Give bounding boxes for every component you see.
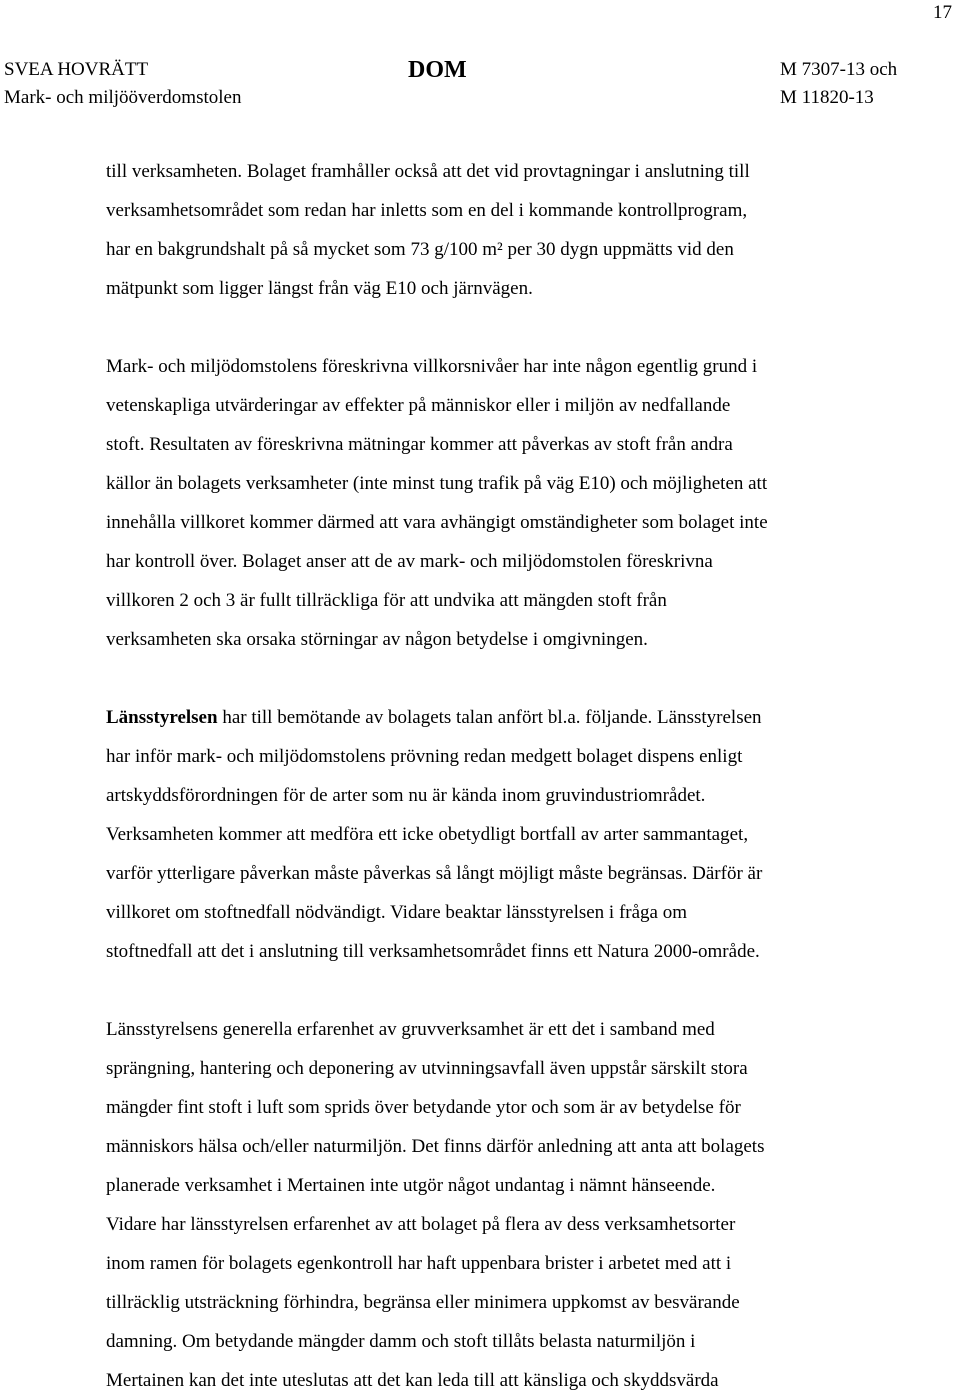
paragraph-1 <box>106 152 906 308</box>
paragraph-2 <box>106 347 906 659</box>
text-line: mängder fint stoft i luft som sprids över betydande ytor och som är av betydelse för <box>106 1097 741 1118</box>
text-line: människors hälsa och/eller naturmiljön. Det finns därför anledning att anta att bolagets <box>106 1136 765 1157</box>
text-line: Verksamheten kommer att medföra ett icke obetydligt bortfall av arter sammantaget, <box>106 824 749 845</box>
text-line: innehålla villkoret kommer därmed att vara avhängigt omständigheter som bolaget inte <box>106 512 768 533</box>
text-line-rest: har till bemötande av bolagets talan anfört bl.a. följande. Länsstyrelsen <box>217 707 762 728</box>
text-line: varför ytterligare påverkan måste påverkas så långt möjligt måste begränsas. Därför är <box>106 863 763 884</box>
document-body <box>106 152 906 1400</box>
text-line: källor än bolagets verksamheter (inte minst tung trafik på väg E10) och möjligheten att <box>106 473 768 494</box>
header-court <box>4 56 241 112</box>
header-document-type: DOM <box>408 57 467 83</box>
text-line: planerade verksamhet i Mertainen inte utgör något undantag i nämnt hänseende. <box>106 1175 716 1196</box>
text-line: mätpunkt som ligger längst från väg E10 och järnvägen. <box>106 278 533 299</box>
header-court-name: SVEA HOVRÄTT <box>4 59 149 80</box>
text-line: inom ramen för bolagets egenkontroll har haft uppenbara brister i arbetet med att i <box>106 1253 732 1274</box>
text-line: verksamhetsområdet som redan har inletts som en del i kommande kontrollprogram, <box>106 200 748 221</box>
text-line: sprängning, hantering och deponering av utvinningsavfall även uppstår särskilt stora <box>106 1058 748 1079</box>
header-case-numbers <box>780 56 897 112</box>
text-line: tillräcklig utsträckning förhindra, begränsa eller minimera uppkomst av besvärande <box>106 1292 740 1313</box>
text-line: stoft. Resultaten av föreskrivna mätningar kommer att påverkas av stoft från andra <box>106 434 733 455</box>
text-line: Vidare har länsstyrelsen erfarenhet av att bolaget på flera av dess verksamhetsorter <box>106 1214 736 1235</box>
text-line: verksamheten ska orsaka störningar av någon betydelse i omgivningen. <box>106 629 648 650</box>
paragraph-3 <box>106 698 906 971</box>
text-line: villkoren 2 och 3 är fullt tillräckliga för att undvika att mängden stoft från <box>106 590 667 611</box>
text-line: Länsstyrelsens generella erfarenhet av gruvverksamhet är ett det i samband med <box>106 1019 715 1040</box>
text-line: har inför mark- och miljödomstolens prövning redan medgett bolaget dispens enligt <box>106 746 743 767</box>
header-court-division: Mark- och miljööverdomstolen <box>4 87 242 108</box>
text-line: villkoret om stoftnedfall nödvändigt. Vidare beaktar länsstyrelsen i fråga om <box>106 902 688 923</box>
text-line: artskyddsförordningen för de arter som nu är kända inom gruvindustriområdet. <box>106 785 706 806</box>
page-number: 17 <box>933 2 952 23</box>
party-name-lansstyrelsen: Länsstyrelsen <box>106 707 218 728</box>
header-case-number-1: M 7307-13 och <box>780 59 898 80</box>
text-line: har en bakgrundshalt på så mycket som 73 g/100 m² per 30 dygn uppmätts vid den <box>106 239 734 260</box>
text-line: Mertainen kan det inte uteslutas att det kan leda till att känsliga och skyddsvärda <box>106 1370 719 1391</box>
text-line <box>106 698 906 737</box>
text-line: har kontroll över. Bolaget anser att de av mark- och miljödomstolen föreskrivna <box>106 551 713 572</box>
paragraph-4 <box>106 1010 906 1400</box>
header-case-number-2: M 11820-13 <box>780 87 874 108</box>
text-line: Mark- och miljödomstolens föreskrivna villkorsnivåer har inte någon egentlig grund i <box>106 356 758 377</box>
text-line: vetenskapliga utvärderingar av effekter på människor eller i miljön av nedfallande <box>106 395 731 416</box>
text-line: till verksamheten. Bolaget framhåller också att det vid provtagningar i anslutning till <box>106 161 750 182</box>
text-line: damning. Om betydande mängder damm och stoft tillåts belasta naturmiljön i <box>106 1331 696 1352</box>
text-line: stoftnedfall att det i anslutning till verksamhetsområdet finns ett Natura 2000-område. <box>106 941 760 962</box>
